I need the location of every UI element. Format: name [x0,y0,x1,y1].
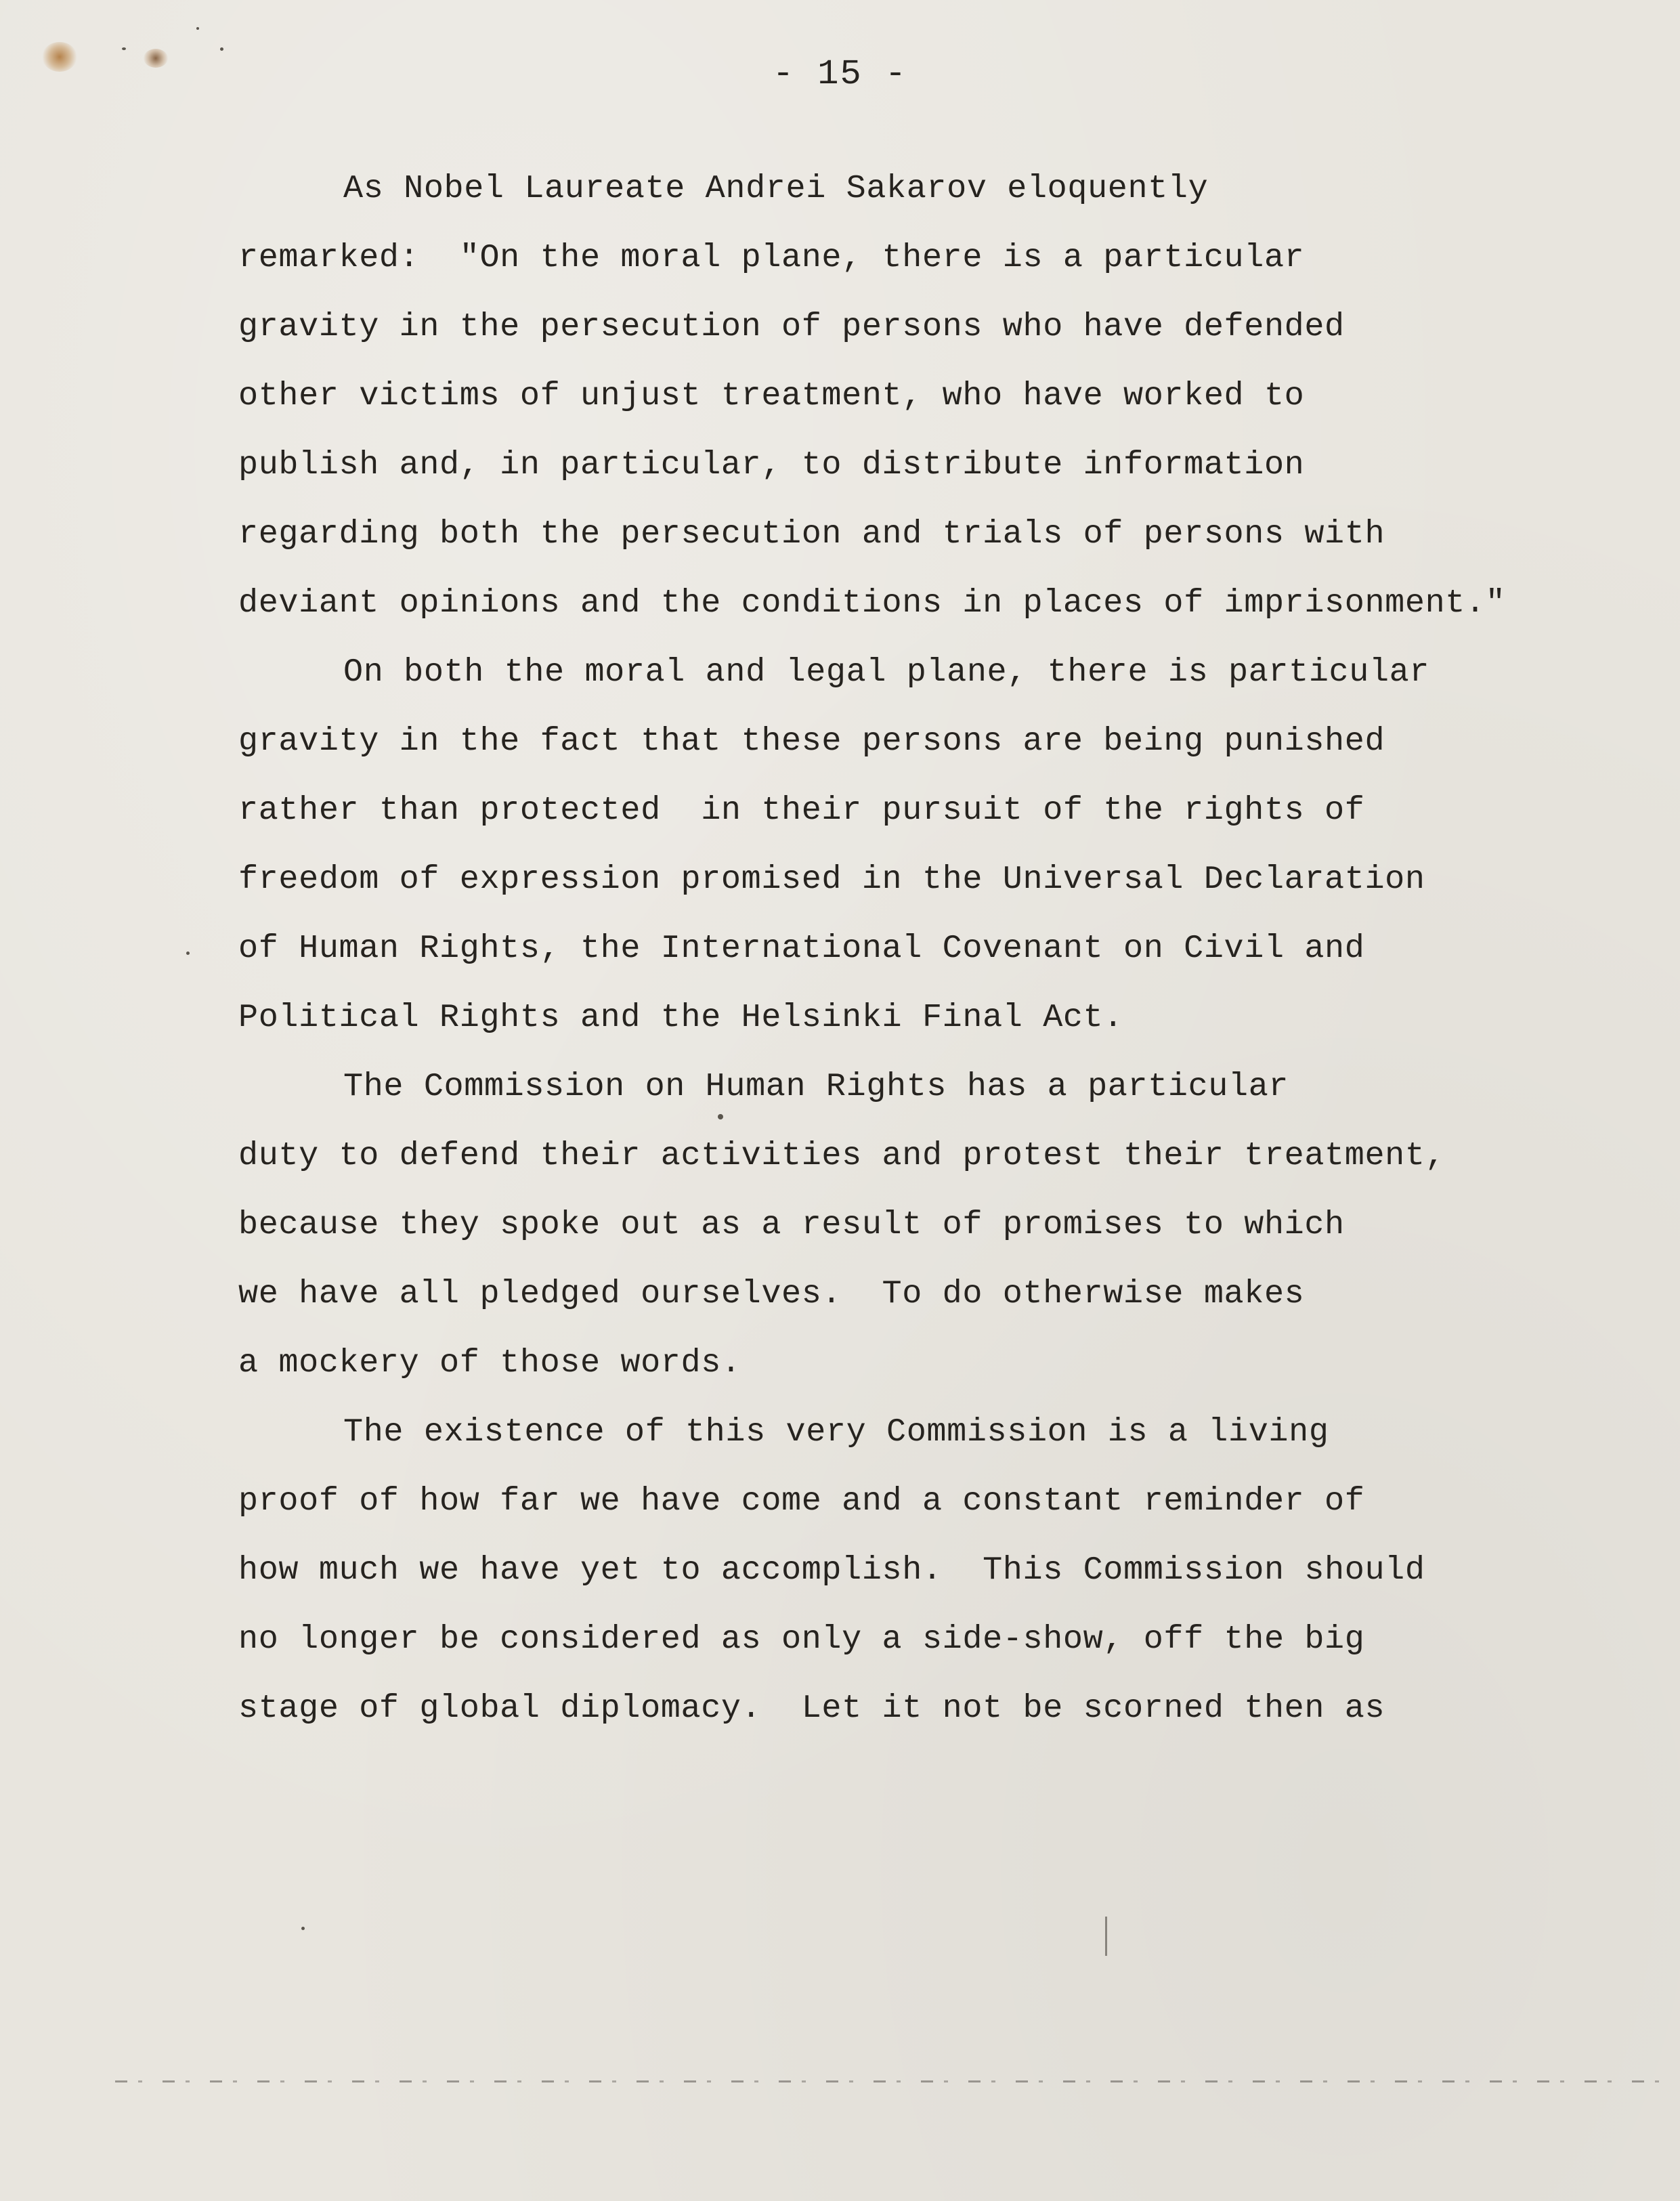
text-line: gravity in the fact that these persons are being punished [238,723,1385,760]
text-line: regarding both the persecution and trials of persons with [238,515,1385,553]
text-line: deviant opinions and the conditions in places of imprisonment." [238,584,1506,622]
scan-dash-line [115,2080,1673,2082]
text-line: remarked: "On the moral plane, there is a particular [238,239,1305,276]
speck [186,952,190,955]
text-line: how much we have yet to accomplish. This Commission should [238,1552,1425,1589]
text-line: of Human Rights, the International Covenant on Civil and [238,930,1365,967]
text-line: we have all pledged ourselves. To do otherwise makes [238,1275,1305,1312]
text-line: no longer be considered as only a side-show, off the big [238,1621,1365,1658]
speck [301,1927,305,1930]
text-line: publish and, in particular, to distribute information [238,446,1305,484]
page-number: - 15 - [772,54,908,94]
text-line: other victims of unjust treatment, who have worked to [238,377,1305,414]
text-line: stage of global diplomacy. Let it not be scorned then as [238,1690,1385,1727]
text-line: a mockery of those words. [238,1344,741,1382]
text-line: proof of how far we have come and a constant reminder of [238,1482,1365,1520]
text-line: gravity in the persecution of persons who have defended [238,308,1345,345]
text-line: Political Rights and the Helsinki Final Act. [238,999,1124,1036]
speck [196,27,199,30]
text-line: The Commission on Human Rights has a particular [343,1068,1289,1105]
body-text [238,154,1566,1743]
text-line: because they spoke out as a result of promises to which [238,1206,1345,1243]
text-line: The existence of this very Commission is a living [343,1413,1329,1451]
text-line: On both the moral and legal plane, there is particular [343,654,1430,691]
text-line: rather than protected in their pursuit of the rights of [238,792,1365,829]
text-line: duty to defend their activities and protest their treatment, [238,1137,1446,1174]
text-line: As Nobel Laureate Andrei Sakarov eloquently [343,170,1209,207]
text-line: freedom of expression promised in the Universal Declaration [238,861,1425,898]
scan-mark [1105,1917,1107,1956]
